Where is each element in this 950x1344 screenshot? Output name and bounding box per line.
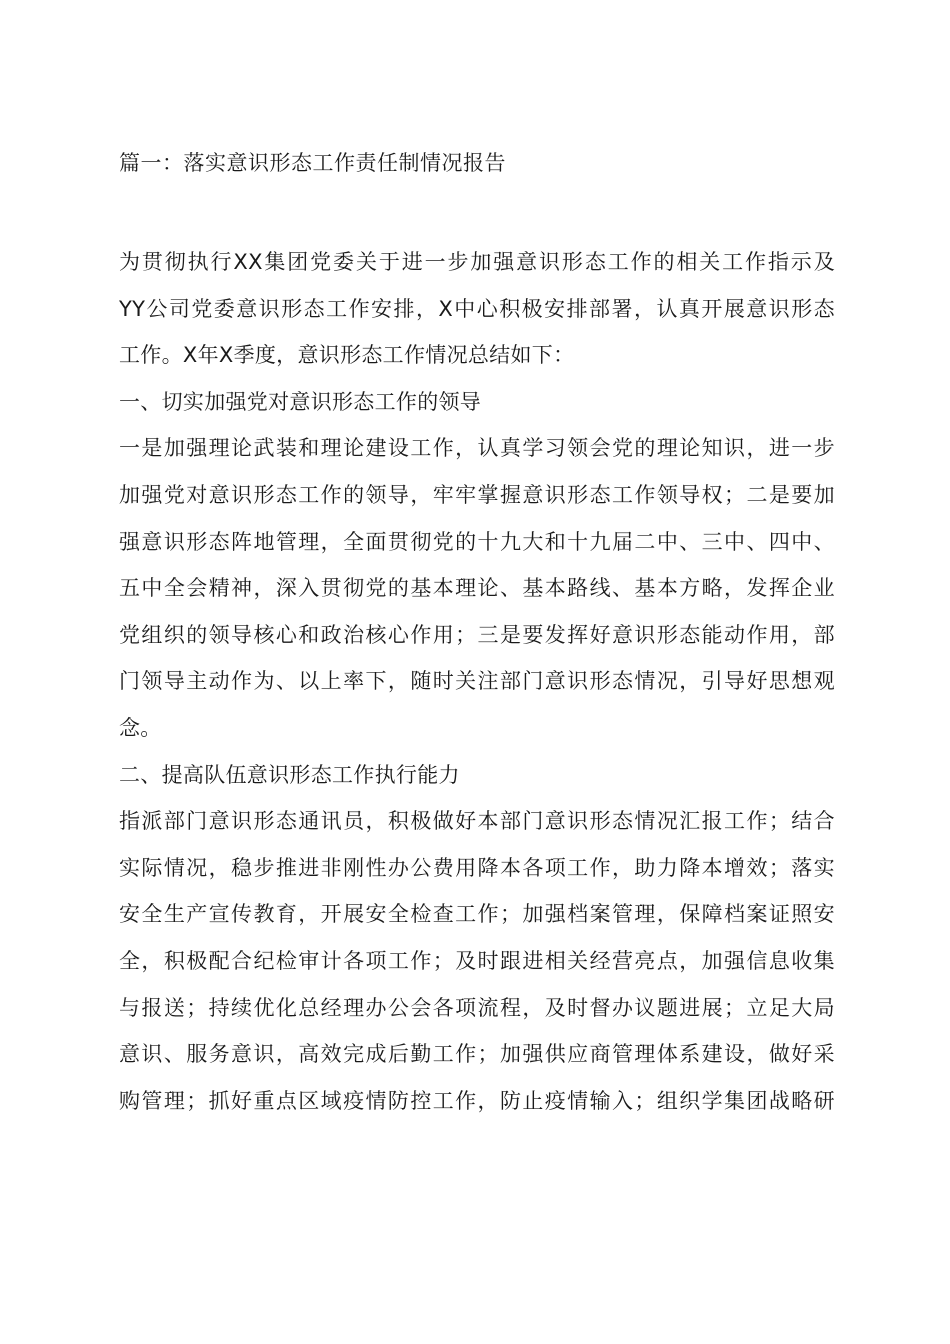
section-heading: 一、切实加强党对意识形态工作的领导 xyxy=(119,389,482,414)
paragraph-line: 强意识形态阵地管理，全面贯彻党的十九大和十九届二中、三中、四中、 xyxy=(119,529,835,554)
document-body xyxy=(119,246,835,1131)
paragraph-line: 与报送；持续优化总经理办公会各项流程，及时督办议题进展；立足大局 xyxy=(119,995,835,1020)
paragraph-line: 念。 xyxy=(119,715,162,740)
paragraph-line: 门领导主动作为、以上率下，随时关注部门意识形态情况，引导好思想观 xyxy=(119,669,835,694)
paragraph-line: 五中全会精神，深入贯彻党的基本理论、基本路线、基本方略，发挥企业 xyxy=(119,576,835,601)
paragraph-line: YY公司党委意识形态工作安排，X中心积极安排部署，认真开展意识形态 xyxy=(119,296,835,321)
paragraph-line: 全，积极配合纪检审计各项工作；及时跟进相关经营亮点，加强信息收集 xyxy=(119,948,835,973)
document-title: 篇一：落实意识形态工作责任制情况报告 xyxy=(119,151,506,175)
paragraph-line: 加强党对意识形态工作的领导，牢牢掌握意识形态工作领导权；二是要加 xyxy=(119,482,835,507)
paragraph-line: 意识、服务意识，高效完成后勤工作；加强供应商管理体系建设，做好采 xyxy=(119,1042,835,1067)
paragraph-line: 实际情况，稳步推进非刚性办公费用降本各项工作，助力降本增效；落实 xyxy=(119,855,835,880)
paragraph-line: 指派部门意识形态通讯员，积极做好本部门意识形态情况汇报工作；结合 xyxy=(119,809,835,834)
paragraph-line: 党组织的领导核心和政治核心作用；三是要发挥好意识形态能动作用，部 xyxy=(119,622,835,647)
paragraph-line: 购管理；抓好重点区域疫情防控工作，防止疫情输入；组织学集团战略研 xyxy=(119,1088,835,1113)
paragraph-line: 为贯彻执行XX集团党委关于进一步加强意识形态工作的相关工作指示及 xyxy=(119,250,835,274)
paragraph-line: 一是加强理论武装和理论建设工作，认真学习领会党的理论知识，进一步 xyxy=(119,436,835,461)
section-heading: 二、提高队伍意识形态工作执行能力 xyxy=(119,762,460,787)
paragraph-line: 安全生产宣传教育，开展安全检查工作；加强档案管理，保障档案证照安 xyxy=(119,902,835,927)
paragraph-line: 工作。X年X季度，意识形态工作情况总结如下： xyxy=(119,343,575,368)
